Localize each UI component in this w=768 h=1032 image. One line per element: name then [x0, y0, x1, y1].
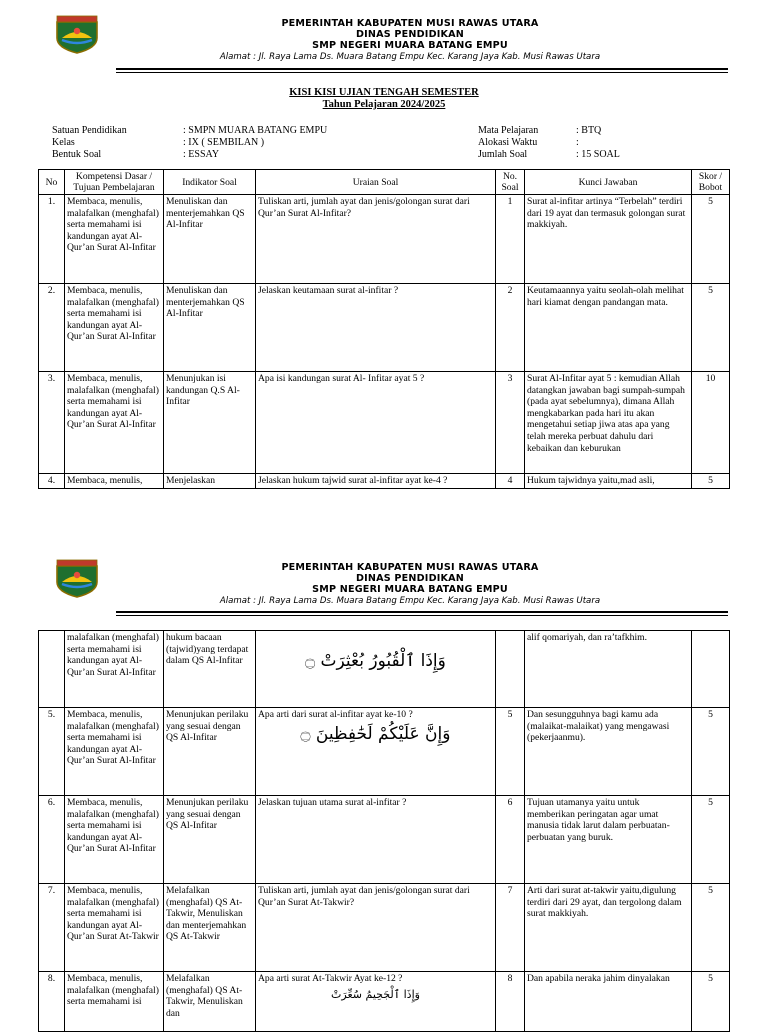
row-kd: Membaca, menulis, malafalkan (menghafal) serta memahami isi kandungan ayat Al-Qur’an Surat At-Takwir [65, 884, 164, 972]
row-skor: 5 [692, 474, 730, 489]
letterhead-rule [116, 68, 728, 70]
quran-verse-image: وَإِذَا ٱلْقُبُورُ بُعْثِرَتْ ۝ [305, 651, 446, 671]
row-kunci: Tujuan utamanya yaitu untuk memberikan peringatan agar umat manusia tidak larut dalam perbuatan-perbuatan yang buruk. [525, 796, 692, 884]
row-number: 4. [39, 474, 65, 489]
info-label: Jumlah Soal [478, 149, 528, 160]
letterhead-government: PEMERINTAH KABUPATEN MUSI RAWAS UTARA [281, 562, 539, 573]
table-row [39, 884, 730, 972]
academic-year: Tahun Pelajaran 2024/2025 [322, 99, 446, 110]
info-value: : [576, 137, 579, 148]
regency-emblem-icon [54, 14, 100, 54]
col-header-indikator: Indikator Soal [164, 170, 256, 195]
document-title [0, 87, 768, 111]
row-uraian [256, 631, 496, 708]
document-page-2 [0, 548, 768, 1024]
row-kunci: Keutamaannya yaitu seolah-olah melihat hari kiamat dengan pandangan mata. [525, 284, 692, 372]
row-kd: Membaca, menulis, malafalkan (menghafal) serta memahami isi kandungan ayat Al-Qur’an Surat Al-Infitar [65, 796, 164, 884]
row-skor [692, 631, 730, 708]
row-kd: malafalkan (menghafal) serta memahami isi kandungan ayat Al-Qur’an Surat Al-Infitar [65, 631, 164, 708]
table-row [39, 796, 730, 884]
row-no-soal: 1 [496, 195, 525, 284]
row-indikator: Menunjukan perilaku yang sesuai dengan QS Al-Infitar [164, 796, 256, 884]
table-row [39, 631, 730, 708]
row-uraian: Tuliskan arti, jumlah ayat dan jenis/golongan surat dari Qur’an Surat At-Takwir? [256, 884, 496, 972]
info-value: : ESSAY [183, 149, 220, 160]
row-kunci: Hukum tajwidnya yaitu,mad asli, [525, 474, 692, 489]
letterhead-school: SMP NEGERI MUARA BATANG EMPU [312, 584, 508, 595]
col-header-kd: Kompetensi Dasar / Tujuan Pembelajaran [65, 170, 164, 195]
row-kunci: alif qomariyah, dan ra’tafkhim. [525, 631, 692, 708]
row-skor: 5 [692, 195, 730, 284]
row-no-soal: 3 [496, 372, 525, 474]
row-uraian: Jelaskan tujuan utama surat al-infitar ? [256, 796, 496, 884]
exam-info-right [478, 125, 718, 161]
row-indikator: Menunjukan isi kandungan Q.S Al-Infitar [164, 372, 256, 474]
row-no-soal: 5 [496, 708, 525, 796]
row-uraian [256, 972, 496, 1032]
letterhead-rule [116, 611, 728, 613]
row-number: 2. [39, 284, 65, 372]
grid-table-page-1 [38, 169, 730, 489]
letterhead [0, 0, 768, 80]
info-value: : 15 SOAL [576, 149, 620, 160]
info-value: : BTQ [576, 125, 602, 136]
col-header-no: No [39, 170, 65, 195]
grid-table-page-2 [38, 630, 730, 1032]
row-uraian: Jelaskan keutamaan surat al-infitar ? [256, 284, 496, 372]
col-header-uraian: Uraian Soal [256, 170, 496, 195]
letterhead-office: DINAS PENDIDIKAN [355, 573, 464, 584]
info-value: : IX ( SEMBILAN ) [183, 137, 265, 148]
letterhead-address: Alamat : Jl. Raya Lama Ds. Muara Batang Empu Kec. Karang Jaya Kab. Musi Rawas Utara [219, 52, 601, 62]
row-uraian [256, 708, 496, 796]
row-kunci: Dan apabila neraka jahim dinyalakan [525, 972, 692, 1032]
row-kunci: Dan sesungguhnya bagi kamu ada (malaikat-malaikat) yang mengawasi (pekerjaanmu). [525, 708, 692, 796]
row-uraian: Tuliskan arti, jumlah ayat dan jenis/golongan surat dari Qur’an Surat Al-Infitar? [256, 195, 496, 284]
quran-verse-image: وَإِذَا ٱلْجَحِيمُ سُعِّرَتْ [331, 987, 420, 1001]
row-indikator: Melafalkan (menghafal) QS At- Takwir, Menuliskan dan menterjemahkan QS At-Takwir [164, 884, 256, 972]
row-indikator: Menjelaskan [164, 474, 256, 489]
row-number: 8. [39, 972, 65, 1032]
row-indikator: hukum bacaan (tajwid)yang terdapat dalam QS Al-Infitar [164, 631, 256, 708]
table-row [39, 474, 730, 489]
letterhead-rule-thin [116, 615, 728, 616]
info-label: Alokasi Waktu [478, 137, 538, 148]
row-number: 7. [39, 884, 65, 972]
row-number [39, 631, 65, 708]
table-row [39, 708, 730, 796]
info-label: Satuan Pendidikan [52, 125, 127, 136]
row-skor: 5 [692, 796, 730, 884]
row-number: 1. [39, 195, 65, 284]
row-no-soal: 2 [496, 284, 525, 372]
row-no-soal: 7 [496, 884, 525, 972]
row-kd: Membaca, menulis, malafalkan (menghafal) serta memahami isi kandungan ayat Al-Qur’an Surat Al-Infitar [65, 708, 164, 796]
title-line: KISI KISI UJIAN TENGAH SEMESTER [289, 87, 479, 98]
table-row [39, 284, 730, 372]
row-kunci: Arti dari surat at-takwir yaitu,digulung terdiri dari 29 ayat, dan tergolong dalam surat makkiyah. [525, 884, 692, 972]
row-indikator: Menunjukan perilaku yang sesuai dengan QS Al-Infitar [164, 708, 256, 796]
table-row [39, 972, 730, 1032]
row-skor: 5 [692, 284, 730, 372]
row-kunci: Surat al-infitar artinya “Terbelah” terdiri dari 19 ayat dan termasuk golongan surat makkiyah. [525, 195, 692, 284]
row-uraian-text: Apa arti surat At-Takwir Ayat ke-12 ? [258, 973, 403, 984]
exam-info-left [52, 125, 452, 161]
table-header-row [39, 170, 730, 195]
row-kunci: Surat Al-Infitar ayat 5 : kemudian Allah datangkan jawaban bagi sumpah-sumpah (pada ayat sebelumnya), dimana Allah mengkabarkan pada hari itu akan mengetahui setiap jiwa atas apa yang telah mereka perbuat dahulu dari kebaikan dan keburukan [525, 372, 692, 474]
letterhead-rule-thin [116, 72, 728, 73]
col-header-kunci: Kunci Jawaban [525, 170, 692, 195]
info-label: Bentuk Soal [52, 149, 102, 160]
row-number: 5. [39, 708, 65, 796]
row-skor: 5 [692, 972, 730, 1032]
row-no-soal: 6 [496, 796, 525, 884]
letterhead-school: SMP NEGERI MUARA BATANG EMPU [312, 40, 508, 51]
letterhead-government: PEMERINTAH KABUPATEN MUSI RAWAS UTARA [281, 18, 539, 29]
row-kd: Membaca, menulis, malafalkan (menghafal) serta memahami isi kandungan ayat Al-Qur’an Surat Al-Infitar [65, 284, 164, 372]
row-kd: Membaca, menulis, malafalkan (menghafal) serta memahami isi kandungan ayat Al-Qur’an Surat Al-Infitar [65, 195, 164, 284]
letterhead [0, 548, 768, 628]
letterhead-office: DINAS PENDIDIKAN [355, 29, 464, 40]
table-row [39, 195, 730, 284]
row-skor: 10 [692, 372, 730, 474]
info-label: Mata Pelajaran [478, 125, 539, 136]
row-no-soal: 4 [496, 474, 525, 489]
row-skor: 5 [692, 708, 730, 796]
row-indikator: Menuliskan dan menterjemahkan QS Al-Infitar [164, 195, 256, 284]
row-uraian: Jelaskan hukum tajwid surat al-infitar ayat ke-4 ? [256, 474, 496, 489]
col-header-skor: Skor / Bobot [692, 170, 730, 195]
row-number: 6. [39, 796, 65, 884]
info-value: : SMPN MUARA BATANG EMPU [183, 125, 328, 136]
row-kd: Membaca, menulis, malafalkan (menghafal) serta memahami isi kandungan ayat Al-Qur’an Surat Al-Infitar [65, 372, 164, 474]
row-uraian-text: Apa arti dari surat al-infitar ayat ke-10 ? [258, 709, 413, 720]
letterhead-address: Alamat : Jl. Raya Lama Ds. Muara Batang Empu Kec. Karang Jaya Kab. Musi Rawas Utara [219, 596, 601, 606]
row-kd: Membaca, menulis, malafalkan (menghafal) serta memahami isi [65, 972, 164, 1032]
regency-emblem-icon [54, 558, 100, 598]
row-uraian: Apa isi kandungan surat Al- Infitar ayat 5 ? [256, 372, 496, 474]
row-skor: 5 [692, 884, 730, 972]
col-header-no-soal: No. Soal [496, 170, 525, 195]
info-label: Kelas [52, 137, 75, 148]
row-indikator: Melafalkan (menghafal) QS At- Takwir, Menuliskan dan [164, 972, 256, 1032]
table-row [39, 372, 730, 474]
row-number: 3. [39, 372, 65, 474]
row-kd: Membaca, menulis, [65, 474, 164, 489]
row-indikator: Menuliskan dan menterjemahkan QS Al-Infitar [164, 284, 256, 372]
row-no-soal: 8 [496, 972, 525, 1032]
quran-verse-image: وَإِنَّ عَلَيْكُمْ لَحَٰفِظِينَ ۝ [300, 723, 451, 744]
row-no-soal [496, 631, 525, 708]
